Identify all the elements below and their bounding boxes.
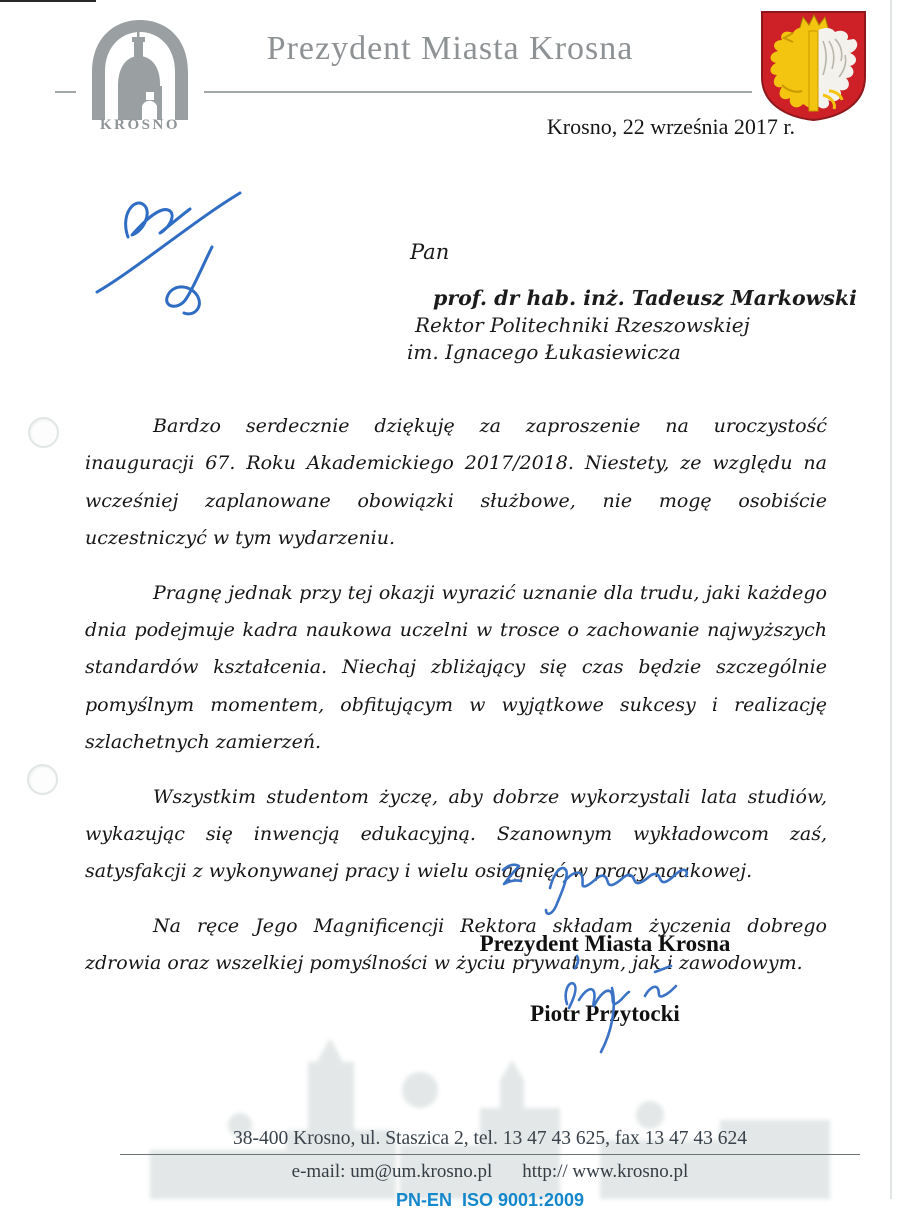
- signer-name: Piotr Przytocki: [530, 1001, 680, 1026]
- dateline: Krosno, 22 września 2017 r.: [546, 114, 795, 139]
- coat-of-arms-icon: [757, 7, 870, 124]
- recipient-salutation: Pan: [410, 240, 450, 264]
- punch-hole: [27, 764, 58, 795]
- iso-certificate-label: PN-EN ISO 9001:2009: [395, 1190, 585, 1210]
- footer-email: e-mail: um@um.krosno.pl: [291, 1161, 493, 1182]
- scan-edge-artifact: [0, 0, 96, 2]
- logo-caption: KROSNO: [99, 117, 181, 133]
- handwritten-closing: [488, 848, 708, 920]
- signature: [545, 948, 715, 1060]
- recipient-institution: im. Ignacego Łukasiewicza: [407, 340, 681, 364]
- recipient-name: prof. dr hab. inż. Tadeusz Markowski: [433, 286, 857, 310]
- body-paragraph: Bardzo serdecznie dziękuję za zaproszenie na uroczystość inauguracji 67. Roku Akademickiego 2017/2018. Niestety, ze względu na wcześniej zaplanowane obowiązki służbowe, nie mogę osobiście uczestniczyć w tym wydarzeniu.: [85, 415, 827, 550]
- recipient-block: [407, 240, 857, 364]
- footer-contact: [120, 1161, 860, 1183]
- krosno-city-logo-icon: [76, 12, 204, 132]
- letter-body: [85, 408, 827, 1000]
- body-paragraph: Pragnę jednak przy tej okazji wyrazić uznanie dla trudu, jaki każdego dnia podejmuje kadra naukowa uczelni w trosce o zachowanie najwyższych standardów kształcenia. Niechaj zbliżający się czas będzie szczególnie pomyślnym momentem, obfitującym w wyjątkowe sukcesy i realizację szlachetnych zamierzeń.: [85, 581, 827, 754]
- footer-address: 38-400 Krosno, ul. Staszica 2, tel. 13 47 43 625, fax 13 47 43 624: [233, 1128, 747, 1149]
- handwritten-initials: [90, 175, 260, 320]
- footer-divider: [120, 1154, 860, 1155]
- signer-title: Prezydent Miasta Krosna: [479, 931, 731, 956]
- footer: [120, 1128, 860, 1211]
- recipient-position: Rektor Politechniki Rzeszowskiej: [415, 313, 750, 337]
- punch-hole: [28, 417, 59, 448]
- body-paragraph: Na ręce Jego Magnificencji Rektora składam życzenia dobrego zdrowia oraz wszelkiej pomyślności w życiu prywatnym, jak i zawodowym.: [85, 914, 827, 975]
- letterhead-title: Prezydent Miasta Krosna: [266, 30, 634, 67]
- footer-website: http:// www.krosno.pl: [522, 1161, 689, 1182]
- body-paragraph: Wszystkim studentom życzę, aby dobrze wykorzystali lata studiów, wykazując się inwencją edukacyjną. Szanownym wykładowcom zaś, satysfakcji z wykonywanej pracy i wielu osiągnięć w pracy naukowej.: [85, 785, 827, 883]
